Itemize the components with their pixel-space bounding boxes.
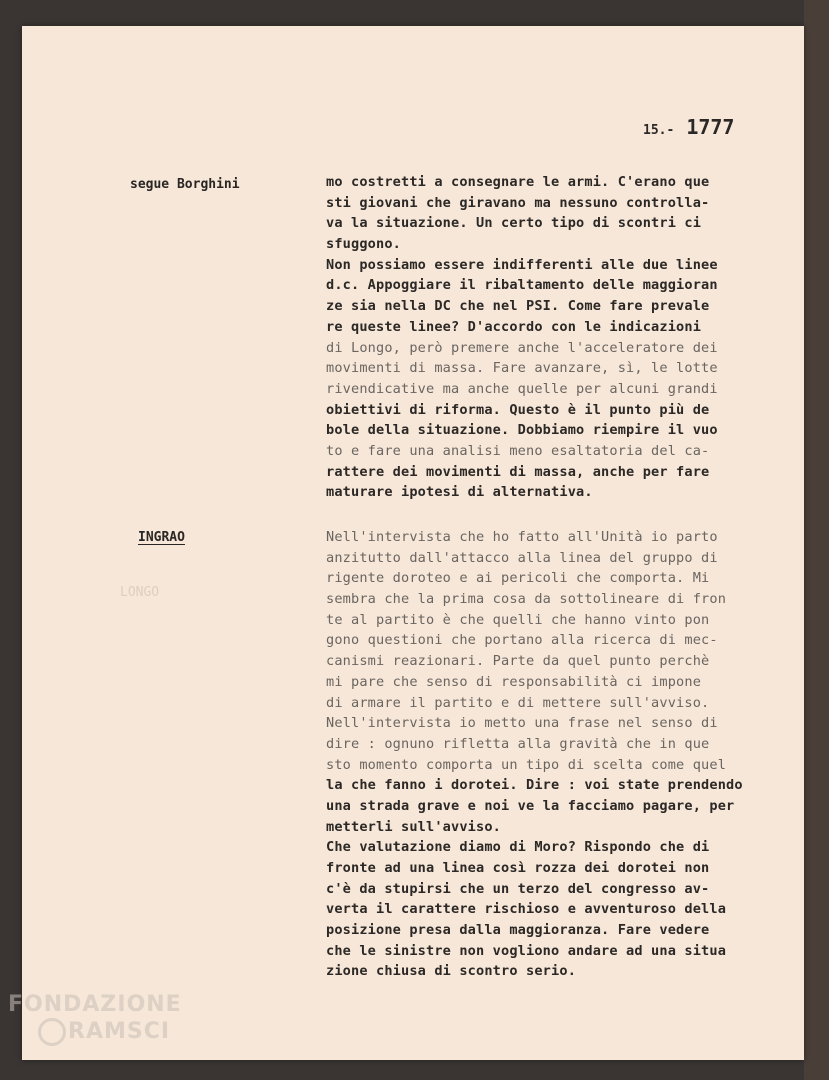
text-line: mo costretti a consegnare le armi. C'erano que [326, 174, 710, 190]
text-line: rigente doroteo e ai pericoli che comporta. Mi [326, 570, 710, 587]
ghost-speaker-label: LONGO [120, 585, 160, 600]
watermark-g-icon [38, 1018, 66, 1046]
text-line: una strada grave e noi ve la facciamo pagare, per [326, 797, 735, 814]
fondazione-gramsci-watermark [8, 992, 182, 1046]
text-line: Che valutazione diamo di Moro? Rispondo che di [326, 839, 710, 856]
watermark-line2: RAMSCI [68, 1019, 171, 1044]
text-line: dire : ognuno rifletta alla gravità che in que [326, 735, 710, 752]
text-line: re queste linee? D'accordo con le indicazioni [326, 318, 702, 335]
text-line: fronte ad una linea così rozza dei dorotei non [326, 860, 710, 876]
text-line: metterli sull'avviso. [326, 818, 502, 835]
text-line: rivendicative ma anche quelle per alcuni grandi [326, 380, 718, 397]
text-line: maturare ipotesi di alternativa. [326, 484, 593, 501]
text-line: mi pare che senso di responsabilità ci impone [326, 673, 702, 690]
watermark-line1: FONDAZIONE [8, 992, 182, 1017]
text-line: di armare il partito e di mettere sull'avviso. [326, 694, 710, 711]
text-line: movimenti di massa. Fare avanzare, sì, le lotte [326, 360, 718, 377]
text-line: bole della situazione. Dobbiamo riempire il vuo [326, 422, 718, 439]
ingrao-text [326, 527, 796, 982]
borghini-text [326, 172, 796, 503]
text-line: sembra che la prima cosa da sottolineare di fron [326, 591, 727, 608]
text-line: zione chiusa di scontro serio. [326, 963, 577, 980]
speaker-ingrao: INGRAO [138, 530, 185, 545]
text-line: Nell'intervista io metto una frase nel senso di [326, 715, 718, 732]
text-line: rattere dei movimenti di massa, anche per fare [326, 463, 710, 480]
text-line: canismi reazionari. Parte da quel punto perchè [326, 653, 710, 670]
text-line: ze sia nella DC che nel PSI. Come fare prevale [326, 298, 710, 315]
text-line: va la situazione. Un certo tipo di scontri ci [326, 215, 702, 232]
text-line: obiettivi di riforma. Questo è il punto più de [326, 401, 710, 418]
text-line: gono questioni che portano alla ricerca di mec- [326, 632, 718, 649]
text-line: verta il carattere rischioso e avventuroso della [326, 901, 727, 918]
page-prefix: 15.- [643, 123, 675, 138]
speaker-borghini: segue Borghini [130, 177, 240, 192]
text-line: di Longo, però premere anche l'acceleratore dei [326, 339, 718, 356]
text-line: la che fanno i dorotei. Dire : voi state prendendo [326, 777, 743, 794]
text-line: to e fare una analisi meno esaltatoria del ca- [326, 442, 710, 459]
text-line: Non possiamo essere indifferenti alle due linee [326, 256, 718, 273]
page-number [643, 115, 734, 139]
text-line: d.c. Appoggiare il ribaltamento delle maggioran [326, 277, 718, 294]
text-line: sto momento comporta un tipo di scelta come quel [326, 756, 727, 773]
page-number-value: 1777 [686, 115, 735, 139]
text-line: Nell'intervista che ho fatto all'Unità io parto [326, 529, 718, 545]
scan-edge [804, 0, 829, 1080]
text-line: te al partito è che quelli che hanno vinto pon [326, 611, 710, 628]
text-line: che le sinistre non vogliono andare ad una situa [326, 942, 727, 959]
text-line: posizione presa dalla maggioranza. Fare vedere [326, 922, 710, 939]
text-line: sfuggono. [326, 236, 402, 253]
text-line: sti giovani che giravano ma nessuno controlla- [326, 194, 710, 211]
text-line: anzitutto dall'attacco alla linea del gruppo di [326, 549, 718, 566]
text-line: c'è da stupirsi che un terzo del congresso av- [326, 880, 710, 897]
